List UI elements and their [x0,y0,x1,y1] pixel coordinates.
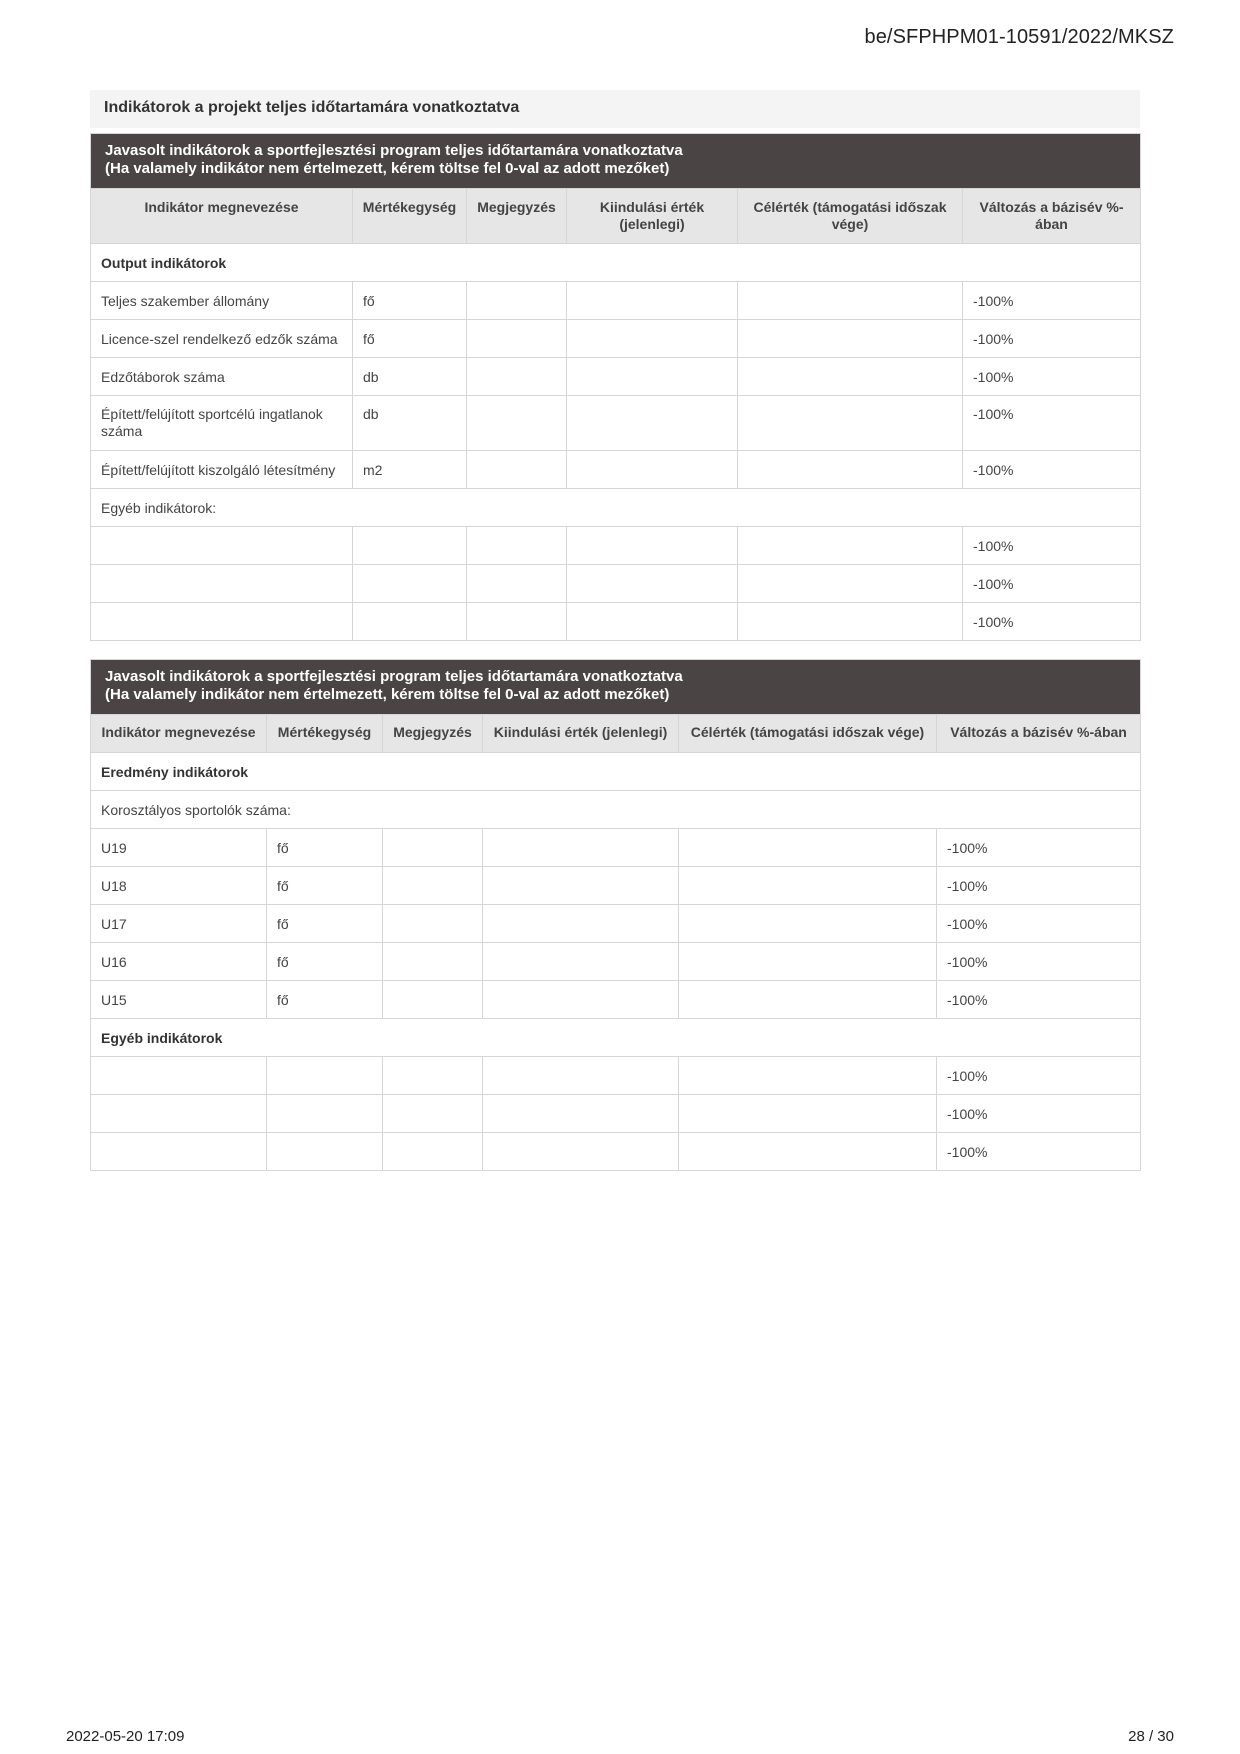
indicator-name[interactable] [91,1095,267,1133]
indicator-comment[interactable] [383,943,483,981]
indicator-comment[interactable] [383,905,483,943]
table-row [91,905,1141,943]
indicator-change: -100% [963,282,1141,320]
section-title: Indikátorok a projekt teljes időtartamára vonatkoztatva [90,90,1140,128]
table-header [91,660,1141,715]
indicator-unit: m2 [353,451,467,489]
indicator-comment[interactable] [467,282,567,320]
indicator-baseline[interactable] [567,320,738,358]
indicator-target[interactable] [738,358,963,396]
indicator-change: -100% [937,1057,1141,1095]
indicator-baseline[interactable] [483,867,679,905]
col-indicator-name: Indikátor megnevezése [91,715,267,753]
indicator-unit[interactable] [267,1133,383,1171]
table-header-title: Javasolt indikátorok a sportfejlesztési program teljes időtartamára vonatkoztatva [105,142,683,159]
indicator-change: -100% [937,981,1141,1019]
col-baseline: Kiindulási érték (jelenlegi) [567,189,738,244]
table-row [91,943,1141,981]
col-target: Célérték (támogatási időszak vége) [679,715,937,753]
indicator-baseline[interactable] [483,1133,679,1171]
indicator-comment[interactable] [467,358,567,396]
table-row [91,1095,1141,1133]
indicator-baseline[interactable] [483,829,679,867]
indicator-target[interactable] [738,565,963,603]
table-row [91,396,1141,451]
col-target: Célérték (támogatási időszak vége) [738,189,963,244]
table-row [91,282,1141,320]
indicator-unit: fő [267,829,383,867]
indicator-comment[interactable] [383,1133,483,1171]
indicator-target[interactable] [738,320,963,358]
indicator-comment[interactable] [467,603,567,641]
col-change: Változás a bázisév %-ában [937,715,1141,753]
indicator-comment[interactable] [383,1057,483,1095]
indicator-target[interactable] [738,282,963,320]
indicator-name: Teljes szakember állomány [91,282,353,320]
table-header-note: (Ha valamely indikátor nem értelmezett, kérem töltse fel 0-val az adott mezőket) [105,160,670,177]
indicator-comment[interactable] [383,867,483,905]
indicator-baseline[interactable] [567,451,738,489]
indicator-name[interactable] [91,1133,267,1171]
indicator-unit[interactable] [353,527,467,565]
indicator-unit: fő [353,320,467,358]
indicator-baseline[interactable] [483,981,679,1019]
indicator-unit: db [353,396,467,451]
indicator-change: -100% [963,396,1141,451]
col-comment: Megjegyzés [383,715,483,753]
indicator-target[interactable] [738,603,963,641]
indicator-name: Épített/felújított kiszolgáló létesítmény [91,451,353,489]
document-id: be/SFPHPM01-10591/2022/MKSZ [864,26,1174,48]
indicator-target[interactable] [679,1133,937,1171]
indicator-baseline[interactable] [483,1057,679,1095]
indicator-unit[interactable] [353,603,467,641]
indicator-baseline[interactable] [567,565,738,603]
table-header-title: Javasolt indikátorok a sportfejlesztési program teljes időtartamára vonatkoztatva [105,668,683,685]
table-row [91,527,1141,565]
indicator-name: Edzőtáborok száma [91,358,353,396]
indicator-baseline[interactable] [567,396,738,451]
indicator-target[interactable] [679,867,937,905]
indicator-name[interactable] [91,603,353,641]
indicator-name: U16 [91,943,267,981]
group-label: Egyéb indikátorok: [91,489,1141,527]
footer-page-number: 28 / 30 [1128,1728,1174,1745]
table-row [91,320,1141,358]
indicator-comment[interactable] [467,396,567,451]
table-header [91,134,1141,189]
indicator-unit[interactable] [353,565,467,603]
indicator-comment[interactable] [383,829,483,867]
indicator-name: Épített/felújított sportcélú ingatlanok száma [91,396,353,451]
table-row [91,451,1141,489]
indicator-baseline[interactable] [567,282,738,320]
indicator-target[interactable] [679,905,937,943]
indicator-name: U17 [91,905,267,943]
indicator-baseline[interactable] [567,527,738,565]
table-row [91,603,1141,641]
indicator-change: -100% [963,451,1141,489]
indicator-target[interactable] [738,451,963,489]
indicator-target[interactable] [679,981,937,1019]
indicator-change: -100% [963,320,1141,358]
col-indicator-name: Indikátor megnevezése [91,189,353,244]
indicator-name[interactable] [91,527,353,565]
indicator-target[interactable] [738,527,963,565]
indicator-baseline[interactable] [567,603,738,641]
indicator-change: -100% [963,565,1141,603]
indicator-baseline[interactable] [483,943,679,981]
table-row [91,981,1141,1019]
indicator-unit[interactable] [267,1057,383,1095]
indicator-change: -100% [963,358,1141,396]
indicator-change: -100% [963,603,1141,641]
col-unit: Mértékegység [353,189,467,244]
table-row [91,358,1141,396]
indicator-unit: fő [267,905,383,943]
indicator-target[interactable] [679,943,937,981]
table-header-note: (Ha valamely indikátor nem értelmezett, kérem töltse fel 0-val az adott mezőket) [105,686,670,703]
indicator-change: -100% [937,905,1141,943]
indicator-comment[interactable] [467,565,567,603]
indicator-baseline[interactable] [567,358,738,396]
col-change: Változás a bázisév %-ában [963,189,1141,244]
indicator-name: U18 [91,867,267,905]
indicator-name: U15 [91,981,267,1019]
indicator-target[interactable] [738,396,963,451]
indicator-comment[interactable] [467,527,567,565]
footer-datetime: 2022-05-20 17:09 [66,1728,185,1745]
indicator-name[interactable] [91,1057,267,1095]
indicator-target[interactable] [679,1095,937,1133]
table-row [91,565,1141,603]
indicator-target[interactable] [679,1057,937,1095]
indicator-unit[interactable] [267,1095,383,1133]
indicator-change: -100% [963,527,1141,565]
indicator-unit: fő [353,282,467,320]
indicator-change: -100% [937,829,1141,867]
output-indicators-table [90,133,1141,641]
indicator-unit: fő [267,867,383,905]
group-label: Egyéb indikátorok [91,1019,1141,1057]
indicator-unit: fő [267,943,383,981]
indicator-change: -100% [937,867,1141,905]
col-unit: Mértékegység [267,715,383,753]
indicator-comment[interactable] [467,451,567,489]
indicator-baseline[interactable] [483,905,679,943]
indicator-baseline[interactable] [483,1095,679,1133]
table-row [91,1133,1141,1171]
indicator-comment[interactable] [383,981,483,1019]
table-row [91,1057,1141,1095]
indicator-name: Licence-szel rendelkező edzők száma [91,320,353,358]
indicator-comment[interactable] [467,320,567,358]
indicator-name: U19 [91,829,267,867]
indicator-change: -100% [937,1095,1141,1133]
indicator-target[interactable] [679,829,937,867]
indicator-change: -100% [937,943,1141,981]
col-baseline: Kiindulási érték (jelenlegi) [483,715,679,753]
subgroup-label: Korosztályos sportolók száma: [91,791,1141,829]
group-label: Eredmény indikátorok [91,753,1141,791]
col-comment: Megjegyzés [467,189,567,244]
table-row [91,867,1141,905]
indicator-unit: fő [267,981,383,1019]
group-label: Output indikátorok [91,244,1141,282]
indicator-change: -100% [937,1133,1141,1171]
indicator-comment[interactable] [383,1095,483,1133]
table-row [91,829,1141,867]
result-indicators-table [90,659,1141,1171]
indicator-name[interactable] [91,565,353,603]
indicator-unit: db [353,358,467,396]
